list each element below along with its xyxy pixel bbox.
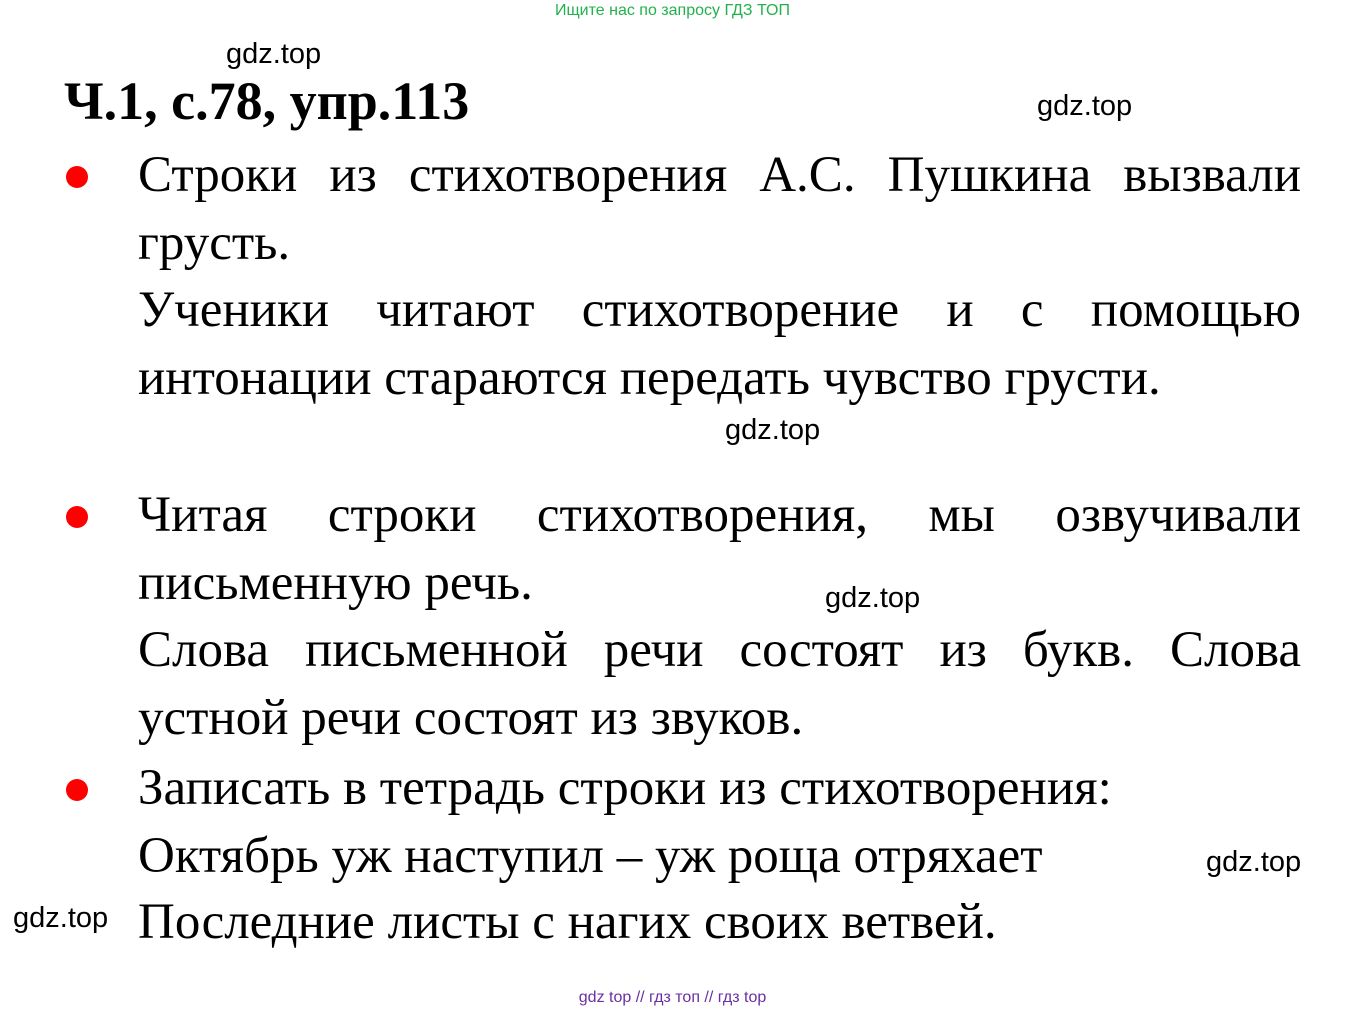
bullet-icon (66, 506, 88, 528)
item-text: Слова письменной речи состоят из букв. Слова устной речи состоят из звуков. (138, 622, 1301, 746)
item-text: Записать в тетрадь строки из стихотворения: (138, 760, 1112, 816)
item-text: Читая строки стихотворения, мы озвучивали письменную речь. (138, 487, 1301, 611)
watermark: gdz.top (226, 38, 322, 70)
watermark: gdz.top (13, 902, 109, 934)
bullet-icon (66, 779, 88, 801)
poem-line: Октябрь уж наступил – уж роща отряхает (138, 828, 1043, 884)
watermark: gdz.top (1206, 846, 1302, 878)
poem-line: Последние листы с нагих своих ветвей. (138, 894, 997, 950)
bullet-icon (66, 166, 88, 188)
item-text: Строки из стихотворения А.С. Пушкина вызвали грусть. (138, 147, 1301, 271)
footer-links: gdz top // гдз топ // гдз top (578, 989, 767, 1006)
search-hint-banner: Ищите нас по запросу ГДЗ ТОП (555, 2, 790, 19)
watermark: gdz.top (1037, 90, 1133, 122)
watermark: gdz.top (725, 414, 821, 446)
exercise-title: Ч.1, с.78, упр.113 (64, 71, 470, 131)
watermark: gdz.top (825, 582, 921, 614)
item-text: Ученики читают стихотворение и с помощью интонации стараются передать чувство грусти. (138, 282, 1301, 406)
